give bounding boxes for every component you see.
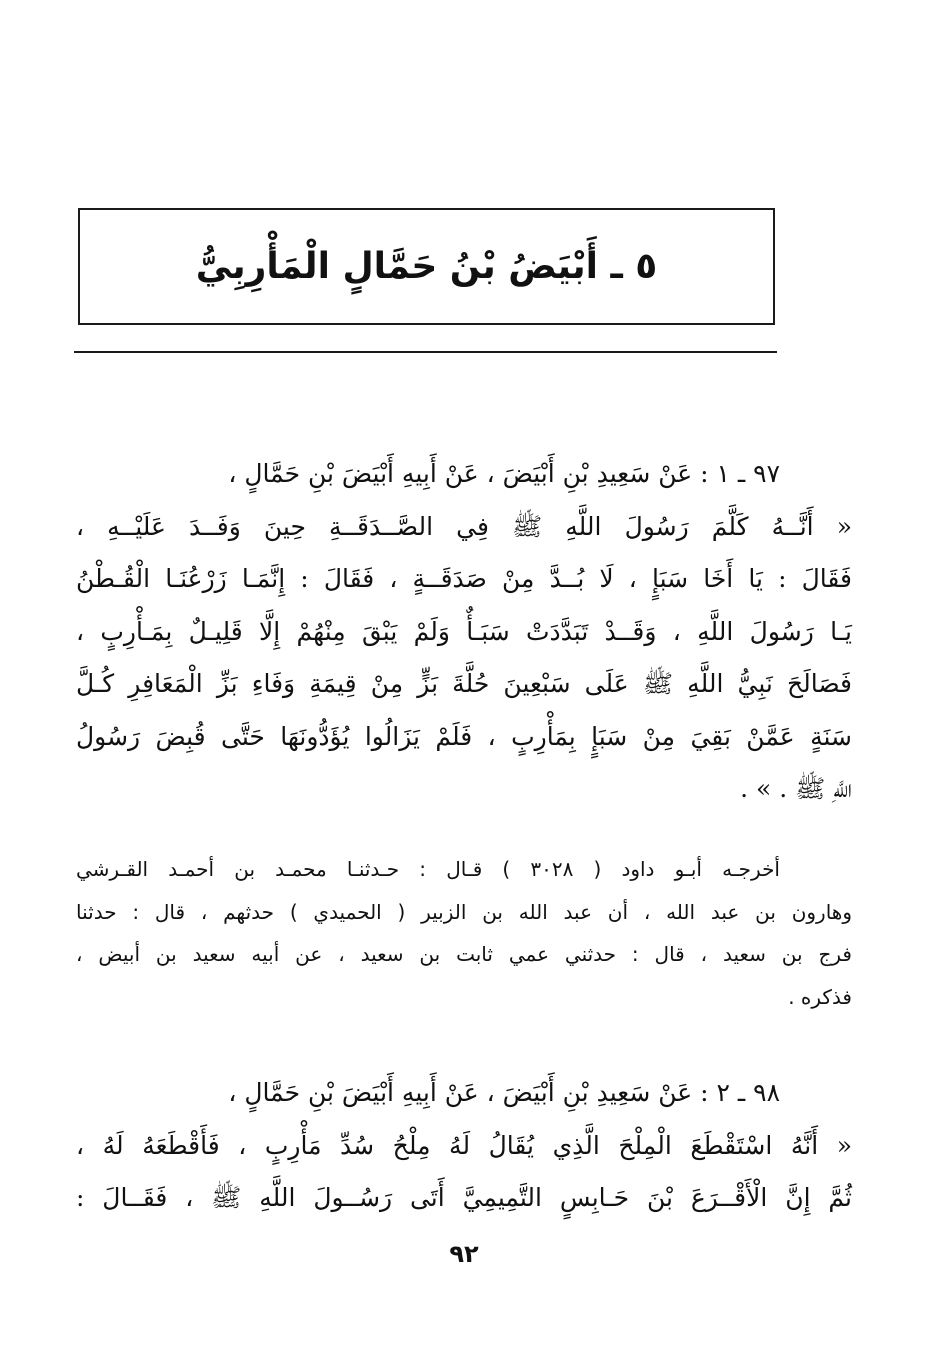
- takhrij-line: فرج بن سعيد ، قال : حدثني عمي ثابت بن سعيد ، عن أبيه سعيد بن أبيض ،: [76, 942, 852, 966]
- hadith-97-line: فَقَالَ : يَا أَخَا سَبَإٍ ، لَا بُــدَّ مِنْ صَدَقَــةٍ ، فَقَالَ : إِنَّمَـا زَرْعُنَـا الْقُـطْنُ: [76, 564, 852, 593]
- hadith-97-line: سَنَةٍ عَمَّنْ بَقِيَ مِنْ سَبَإٍ بِمَأْرِبٍ ، فَلَمْ يَزَالُوا يُؤَدُّونَهَا حَتَّى قُبِضَ رَسُولُ: [76, 721, 852, 751]
- title-divider: [74, 351, 777, 353]
- hadith-97-line: « أَنَّــهُ كَلَّمَ رَسُولَ اللَّهِ ﷺ فِي الصَّــدَقَــةِ حِينَ وَفَــدَ عَلَيْــهِ ،: [76, 511, 852, 541]
- chapter-title: ٥ ـ أَبْيَضُ بْنُ حَمَّالٍ الْمَأْرِبِيُّ: [195, 245, 658, 287]
- takhrij-note: [76, 848, 852, 1018]
- takhrij-line: وهارون بن عبد الله ، أن عبد الله بن الزبير ( الحميدي ) حدثهم ، قال : حدثنا: [76, 899, 852, 924]
- hadith-97: [76, 448, 852, 816]
- hadith-97-line: ٩٧ ـ ١ : عَنْ سَعِيدِ بْنِ أَبْيَضَ ، عَنْ أَبِيهِ أَبْيَضَ بْنِ حَمَّالٍ ،: [228, 459, 780, 488]
- hadith-97-line: فَصَالَحَ نَبِيُّ اللَّهِ ﷺ عَلَى سَبْعِينَ حُلَّةَ بَزٍّ مِنْ قِيمَةِ وَفَاءِ بَزِّ الْمَعَافِرِ كُـلَّ: [76, 669, 852, 698]
- chapter-title-box: [78, 208, 775, 325]
- hadith-98-line: ٩٨ ـ ٢ : عَنْ سَعِيدِ بْنِ أَبْيَضَ ، عَنْ أَبِيهِ أَبْيَضَ بْنِ حَمَّالٍ ،: [228, 1078, 780, 1107]
- hadith-98: [76, 1067, 852, 1225]
- hadith-98-line: ثُمَّ إِنَّ الْأَقْــرَعَ بْنَ حَـابِسٍ التَّمِيمِيَّ أَتَى رَسُــولَ اللَّهِ ﷺ ، فَقَــالَ :: [76, 1183, 852, 1212]
- hadith-97-line: اللَّهِ ﷺ . » .: [740, 774, 852, 803]
- hadith-98-line: « أَنَّهُ اسْتَقْطَعَ الْمِلْحَ الَّذِي يُقَالُ لَهُ مِلْحُ سُدِّ مَأْرِبٍ ، فَأَقْطَعَهُ لَهُ ،: [76, 1130, 852, 1160]
- takhrij-line: فذكره .: [788, 984, 852, 1009]
- hadith-97-line: يَـا رَسُولَ اللَّهِ ، وَقَــدْ تَبَدَّدَتْ سَبَـأٌ وَلَمْ يَبْقَ مِنْهُمْ إِلَّا قَلِيـلٌ بِمَـأْرِبٍ ،: [76, 616, 852, 646]
- takhrij-line: أخرجـه أبـو داود ( ٣٠٢٨ ) قـال : حـدثنـا محمـد بن أحمـد القـرشي: [76, 857, 780, 881]
- page-number: ٩٢: [449, 1240, 479, 1268]
